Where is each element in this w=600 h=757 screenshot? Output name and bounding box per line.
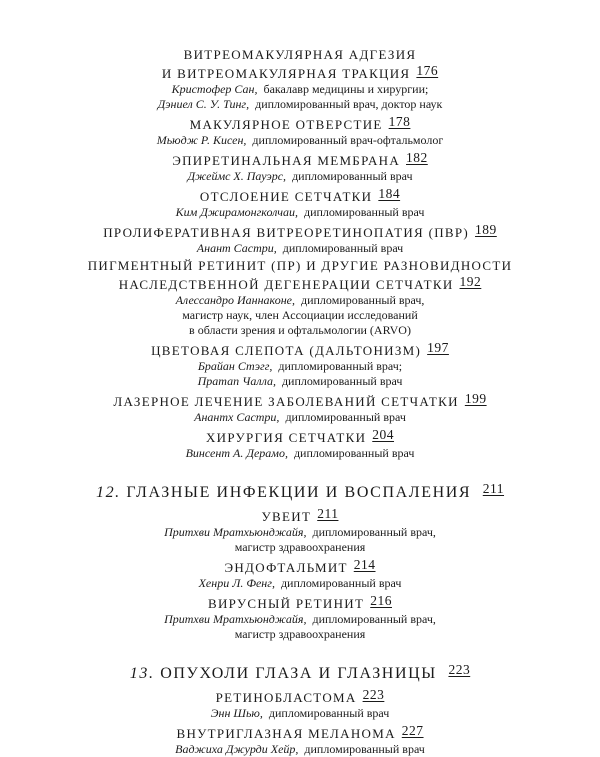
author-line [0,627,600,642]
toc-entry [0,506,600,555]
toc-entry [0,687,600,721]
entry-page-number: 178 [388,114,411,129]
entry-page-number: 216 [370,593,392,608]
chapter-page-number: 223 [448,662,471,677]
entry-page-number: 182 [406,150,428,165]
author-credentials: магистр здравоохранения [234,540,366,554]
entry-page-number: 189 [475,222,497,237]
author-line [0,97,600,112]
author-name: Притхви Мратхьюнджайя, [164,612,307,626]
author-name: Энн Шью, [210,706,263,720]
author-line [0,446,600,461]
author-credentials: дипломированный врач-офтальмолог [252,133,444,147]
author-line [0,169,600,184]
entry-title: ХИРУРГИЯ СЕТЧАТКИ 204 [205,427,395,445]
author-name: Винсент А. Дерамо, [185,446,288,460]
author-name: Хенри Л. Фенг, [198,576,275,590]
chapter-12-heading [0,481,600,502]
author-credentials: в области зрения и офтальмологии (ARVO) [189,323,411,337]
entry-title: НАСЛЕДСТВЕННОЙ ДЕГЕНЕРАЦИИ СЕТЧАТКИ 192 [118,274,482,292]
toc-entry [0,186,600,220]
entry-title: ПРОЛИФЕРАТИВНАЯ ВИТРЕОРЕТИНОПАТИЯ (ПВР) 189 [103,222,497,240]
toc-entry [0,723,600,757]
author-line [0,359,600,374]
entry-title: И ВИТРЕОМАКУЛЯРНАЯ ТРАКЦИЯ 176 [161,63,439,81]
entry-page-number: 184 [378,186,401,201]
author-credentials: дипломированный врач [304,742,425,756]
author-line [0,323,600,338]
author-name: Притхви Мратхьюнджайя, [164,525,307,539]
entry-title: ЦВЕТОВАЯ СЛЕПОТА (ДАЛЬТОНИЗМ) 197 [151,340,449,358]
author-name: Брайан Стэгг, [197,359,273,373]
author-credentials: дипломированный врач [303,205,425,219]
author-line [0,308,600,323]
author-name: Ваджиха Джурди Хейр, [175,742,299,756]
author-line [0,706,600,721]
author-credentials: дипломированный врач [268,706,390,720]
entry-title: УВЕИТ 211 [261,506,339,524]
entry-title: ВИТРЕОМАКУЛЯРНАЯ АДГЕЗИЯ [183,47,417,62]
author-credentials: магистр наук, член Ассоциации исследований [182,308,418,322]
author-credentials: дипломированный врач, [312,612,436,626]
toc-section-infections [0,506,600,642]
author-line [0,205,600,220]
entry-title: ВНУТРИГЛАЗНАЯ МЕЛАНОМА 227 [176,723,424,741]
author-line [0,374,600,389]
author-credentials: дипломированный врач; [278,359,403,373]
author-line [0,241,600,256]
toc-entry [0,391,600,425]
author-name: Дэниел С. У. Тинг, [157,97,250,111]
entry-page-number: 197 [427,340,449,355]
entry-page-number: 223 [362,687,385,702]
author-line [0,540,600,555]
chapter-number: 13. [129,665,155,682]
author-credentials: дипломированный врач [282,241,404,255]
entry-page-number: 176 [416,63,439,78]
chapter-title: ГЛАЗНЫЕ ИНФЕКЦИИ И ВОСПАЛЕНИЯ [126,484,472,501]
entry-title: ВИРУСНЫЙ РЕТИНИТ 216 [208,593,392,611]
author-credentials: дипломированный врач [281,374,403,388]
entry-title: ЛАЗЕРНОЕ ЛЕЧЕНИЕ ЗАБОЛЕВАНИЙ СЕТЧАТКИ 199 [113,391,487,409]
author-name: Анант Састри, [196,241,277,255]
entry-title: МАКУЛЯРНОЕ ОТВЕРСТИЕ 178 [189,114,411,132]
entry-page-number: 227 [401,723,424,738]
author-name: Кристофер Сан, [171,82,258,96]
entry-page-number: 211 [317,506,339,521]
author-credentials: дипломированный врач, доктор наук [255,97,443,111]
author-credentials: дипломированный врач, [312,525,436,539]
author-line [0,612,600,627]
entry-page-number: 214 [353,557,376,572]
entry-title: ОТСЛОЕНИЕ СЕТЧАТКИ 184 [199,186,401,204]
toc-entry [0,222,600,256]
author-credentials: дипломированный врач, [300,293,425,307]
toc-section-retina [0,47,600,461]
author-credentials: дипломированный врач [293,446,415,460]
author-credentials: магистр здравоохранения [234,627,366,641]
entry-title: ПИГМЕНТНЫЙ РЕТИНИТ (ПР) И ДРУГИЕ РАЗНОВИДНОСТИ [87,258,513,273]
author-line [0,576,600,591]
chapter-number: 12. [95,484,121,501]
author-name: Алессандро Ианнаконе, [175,293,295,307]
author-line [0,525,600,540]
toc-entry [0,427,600,461]
author-name: Джеймс Х. Пауэрс, [187,169,287,183]
chapter-13-heading [0,662,600,683]
toc-entry [0,593,600,642]
author-name: Пратап Чалла, [197,374,276,388]
entry-title: ЭПИРЕТИНАЛЬНАЯ МЕМБРАНА 182 [172,150,428,168]
chapter-page-number: 211 [482,481,505,496]
toc-entry [0,150,600,184]
author-credentials: дипломированный врач [292,169,413,183]
toc-section-tumors [0,687,600,757]
chapter-title: ОПУХОЛИ ГЛАЗА И ГЛАЗНИЦЫ [160,665,437,682]
toc-entry [0,557,600,591]
author-credentials: бакалавр медицины и хирургии; [263,82,429,96]
author-line [0,82,600,97]
author-line [0,293,600,308]
entry-page-number: 199 [464,391,487,406]
author-name: Анантх Састри, [194,410,280,424]
toc-entry [0,47,600,112]
author-name: Ким Джирамонгколчаи, [175,205,298,219]
entry-page-number: 204 [372,427,395,442]
author-line [0,410,600,425]
author-credentials: дипломированный врач [285,410,406,424]
toc-entry [0,258,600,338]
entry-page-number: 192 [459,274,482,289]
entry-title: РЕТИНОБЛАСТОМА 223 [215,687,385,705]
author-credentials: дипломированный врач [280,576,402,590]
toc-entry [0,340,600,389]
entry-title: ЭНДОФТАЛЬМИТ 214 [224,557,376,575]
author-line [0,133,600,148]
toc-entry [0,114,600,148]
author-name: Мьюдж Р. Кисен, [156,133,247,147]
